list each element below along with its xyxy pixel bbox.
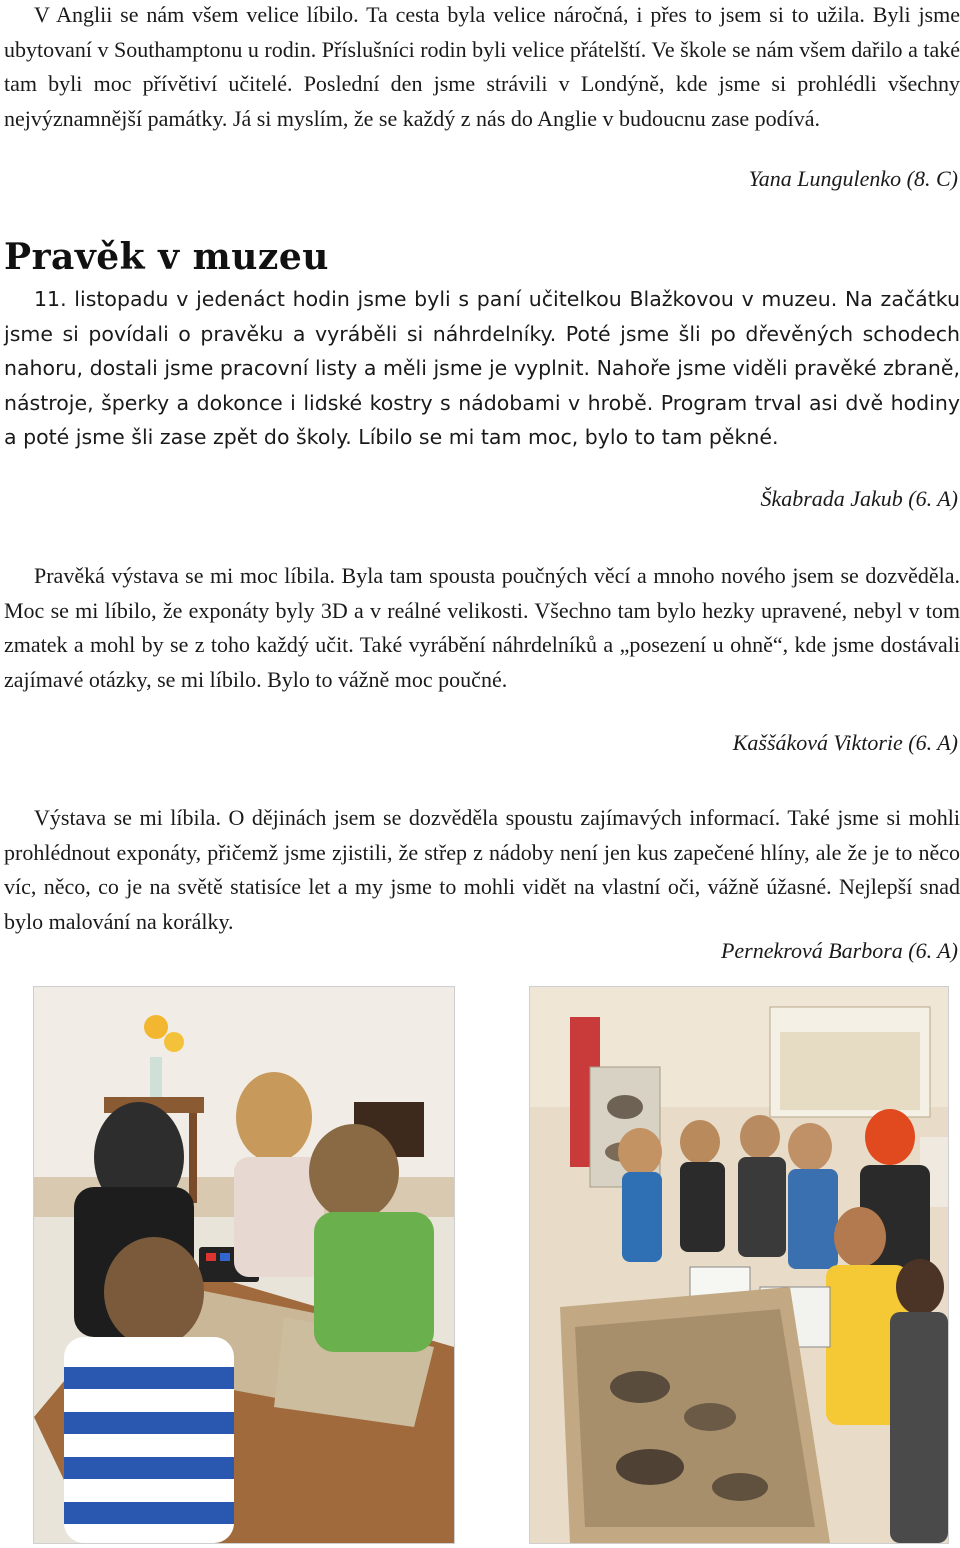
photo-bead-painting (33, 986, 455, 1544)
intro-author: Yana Lungulenko (8. C) (748, 166, 958, 191)
entry-3-paragraph: Výstava se mi líbila. O dějinách jsem se dozvěděla spoustu zajímavých informací. Také jsme si mohli prohlédnout exponáty, přičemž jsme zjistili, že střep z nádoby není jen kus zapečené hlíny, ale že je to něco víc, něco, co je na světě statisíce let a my jsme to mohli vidět na vlastní oči, vážně úžasné. Nejlepší snad bylo malování na korálky. (4, 805, 960, 934)
photo-museum-exhibit (529, 986, 949, 1544)
entry-2-author: Kaššáková Viktorie (6. A) (732, 730, 958, 755)
photo-museum-exhibit-image (530, 987, 948, 1543)
intro-paragraph: V Anglii se nám všem velice líbilo. Ta cesta byla velice náročná, i přes to jsem si to užila. Byli jsme ubytovaní v Southamptonu u rodin. Příslušníci rodin byli velice přátelští. Ve škole se nám všem dařilo a také tam byli moc přívětiví učitelé. Poslední den jsme strávili v Londýně, kde jsme si prohlédli všechny nejvýznamnější památky. Já si myslím, že se každý z nás do Anglie v budoucnu zase podívá. (4, 2, 960, 131)
entry-2-paragraph: Pravěká výstava se mi moc líbila. Byla tam spousta poučných věcí a mnoho nového jsem se dozvěděla. Moc se mi líbilo, že exponáty byly 3D a v reálné velikosti. Všechno tam bylo hezky upravené, nebyl v tom zmatek a mohl by se z toho každý učit. Také vyrábění náhrdelníků a „posezení u ohně“, kde jsme dostávali zajímavé otázky, se mi líbilo. Bylo to vážně moc poučné. (4, 563, 960, 692)
photo-bead-painting-image (34, 987, 454, 1543)
entry-3-author: Pernekrová Barbora (6. A) (720, 938, 958, 963)
article-title: Pravěk v muzeu (4, 236, 329, 278)
entry-1-author: Škabrada Jakub (6. A) (760, 486, 958, 511)
entry-1-paragraph: 11. listopadu v jedenáct hodin jsme byli s paní učitelkou Blažkovou v muzeu. Na začátku jsme si povídali o pravěku a vyráběli si náhrdelníky. Poté jsme šli po dřevěných schodech nahoru, dostali jsme pracovní listy a měli jsme je vyplnit. Nahoře jsme viděli pravěké zbraně, nástroje, šperky a dokonce i lidské kostry s nádobami v hrobě. Program trval asi dvě hodiny a poté jsme šli zase zpět do školy. Líbilo se mi tam moc, bylo to tam pěkné. (4, 287, 960, 449)
